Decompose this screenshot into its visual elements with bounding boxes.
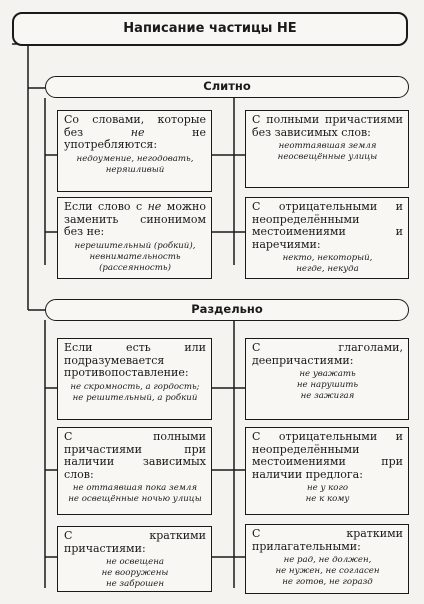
example: неосвещённые улицы <box>277 152 378 162</box>
rule-text-part: не употребляются: <box>64 125 206 151</box>
example: не скромность, а гордость; <box>70 381 200 392</box>
example: не у кого <box>306 483 349 493</box>
example: (рассеянность) <box>99 262 171 273</box>
rule-examples <box>252 369 403 402</box>
rule-separate-5 <box>57 526 212 592</box>
left-arrows <box>45 155 57 557</box>
rule-separate-6 <box>245 524 409 594</box>
example: не нужен, не согласен <box>275 566 380 576</box>
rule-together-3 <box>57 197 212 279</box>
example: невнимательность <box>89 251 181 262</box>
rule-examples <box>252 253 403 275</box>
example: неоттаявшая земля <box>278 141 377 151</box>
rule-text-part: можно заменить синонимом без не: <box>64 200 207 238</box>
example: неряшливый <box>105 164 165 175</box>
rule-text <box>64 201 206 239</box>
rule-examples <box>64 241 206 274</box>
example: не заброшен <box>105 579 165 589</box>
example: не зажигая <box>300 391 355 401</box>
example: не уважать <box>299 369 356 379</box>
example: не нарушить <box>296 380 359 390</box>
rule-examples <box>64 483 206 505</box>
rule-examples <box>64 557 206 590</box>
rule-text-part: Со словами, которые без <box>64 113 206 139</box>
rule-examples <box>252 141 403 163</box>
together-branches <box>212 155 245 232</box>
rule-together-2 <box>245 110 409 188</box>
rule-text: С краткими прилагательными: <box>252 527 403 553</box>
rule-separate-1 <box>57 338 212 420</box>
rule-separate-4 <box>245 427 409 515</box>
example: не оттаявшая пока земля <box>72 483 198 493</box>
example: некто, некоторый, <box>282 253 373 263</box>
rule-text: С полными причастиями без зависимых слов: <box>252 113 403 139</box>
example: недоумение, негодовать, <box>76 153 194 164</box>
rule-text-part: Если слово с <box>64 200 148 213</box>
rule-together-1 <box>57 110 212 192</box>
example: не вооружены <box>101 568 169 578</box>
rule-together-4 <box>245 197 409 279</box>
example: не рад, не должен, <box>283 555 372 565</box>
rule-examples <box>64 382 206 404</box>
separate-branches <box>212 388 245 557</box>
rule-text-ne: не <box>147 200 162 213</box>
rule-text: С глаголами, деепричастиями: <box>252 341 403 367</box>
rule-text: С полными причастиями при наличии зависимых слов: <box>64 430 206 481</box>
example: не решительный, а робкий <box>72 392 198 403</box>
example: негде, некуда <box>296 264 359 274</box>
rule-text <box>64 114 206 152</box>
rule-text: Если есть или подразумевается противопоставление: <box>64 341 206 379</box>
example: не освещена <box>105 557 165 567</box>
example: не готов, не горазд <box>282 577 373 587</box>
rule-text-ne: не <box>130 125 145 139</box>
rule-text: С отрицательными и неопределёнными местоимениями и наречиями: <box>252 200 403 251</box>
example: не освещённые ночью улицы <box>68 494 202 504</box>
rule-text: С краткими причастиями: <box>64 529 206 555</box>
section-together: Слитно <box>45 76 409 98</box>
rule-separate-3 <box>57 427 212 515</box>
rule-separate-2 <box>245 338 409 420</box>
rule-text: С отрицательными и неопределёнными местоимениями при наличии предлога: <box>252 430 403 481</box>
section-separate: Раздельно <box>45 299 409 321</box>
example: не к кому <box>305 494 350 504</box>
main-connector <box>28 48 45 310</box>
rule-examples <box>252 555 403 588</box>
diagram-title: Написание частицы НЕ <box>12 12 408 46</box>
rule-examples <box>64 154 206 176</box>
example: нерешительный (робкий), <box>74 240 196 251</box>
rule-examples <box>252 483 403 505</box>
